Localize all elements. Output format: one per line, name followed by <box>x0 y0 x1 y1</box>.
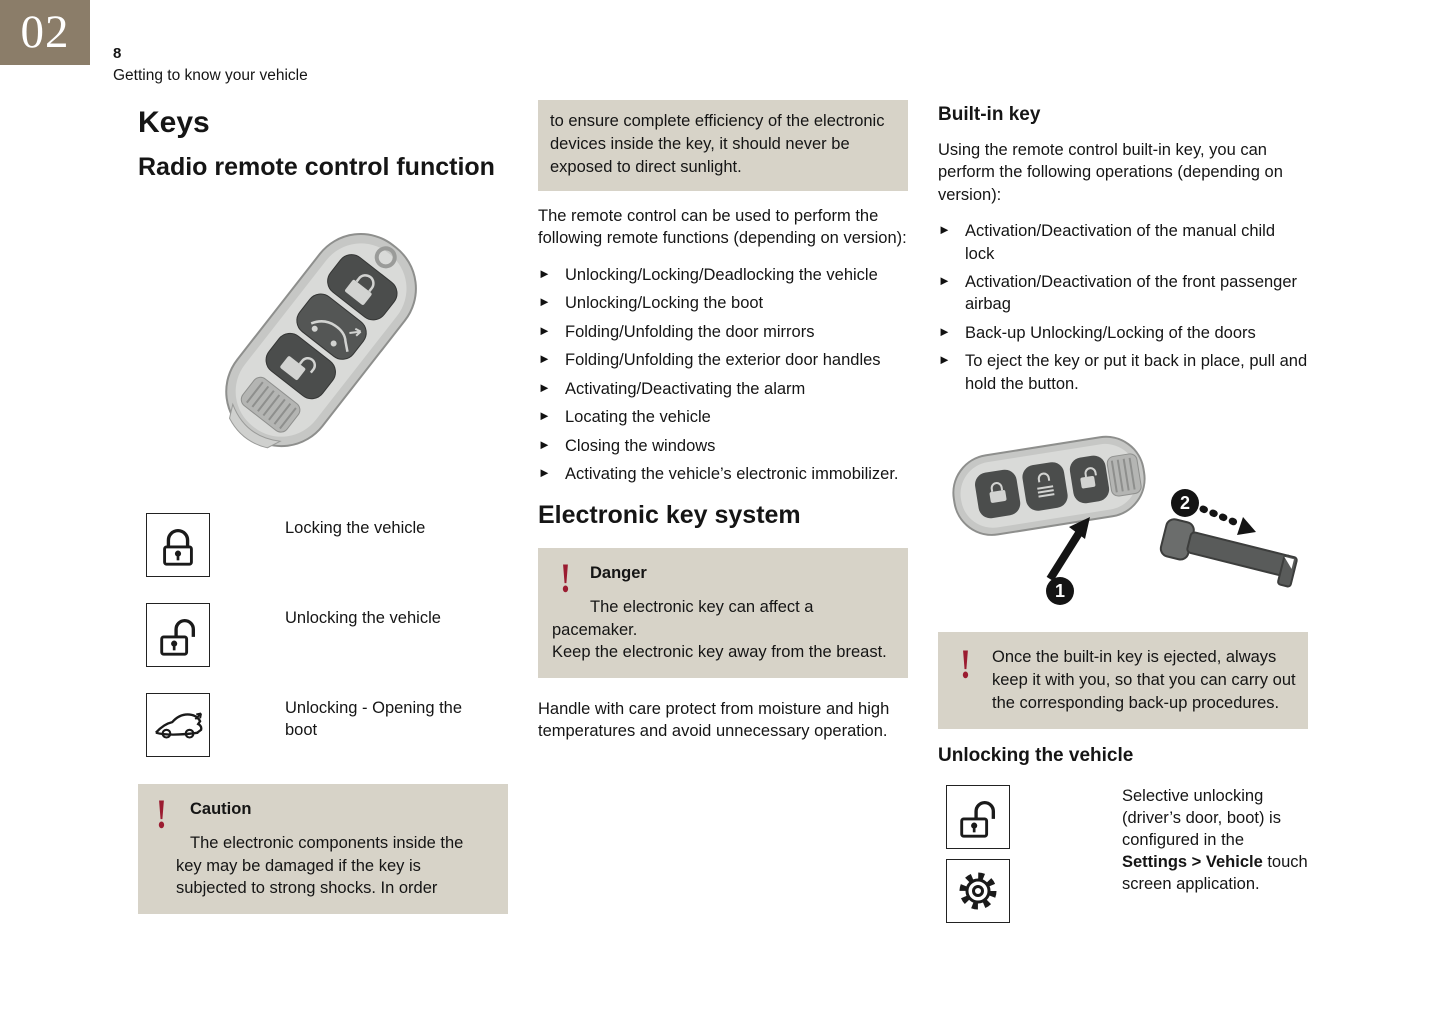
list-item <box>538 349 908 371</box>
list-item-text: Activation/Deactivation of the manual child lock <box>965 222 1276 263</box>
list-item <box>538 264 908 286</box>
list-item-text: To eject the key or put it back in place, pull and hold the button. <box>965 352 1308 393</box>
page-number: 8 <box>113 45 122 62</box>
list-item-text: Activation/Deactivation of the front passenger airbag <box>965 272 1298 314</box>
lock-open-icon <box>146 603 210 667</box>
unlocking-vehicle-heading: Unlocking the vehicle <box>938 744 1134 766</box>
legend-row-lock <box>138 513 508 577</box>
badge-1: 1 <box>1054 581 1066 602</box>
car-boot-icon <box>146 693 210 757</box>
handling-note: Handle with care protect from moisture and high temperatures and avoid unnecessary operation. <box>538 699 890 741</box>
right-column <box>938 100 1308 923</box>
exclamation-icon: ! <box>156 792 167 838</box>
built-in-key-note-box <box>938 632 1308 729</box>
list-item <box>538 463 908 485</box>
built-in-key-list <box>938 220 1308 395</box>
selective-text-part1: Selective unlocking (driver’s door, boot) is configured in the <box>1122 787 1281 850</box>
bullet-icon: ► <box>938 222 951 238</box>
list-item-text: Back-up Unlocking/Locking of the doors <box>965 323 1256 342</box>
bullet-icon: ► <box>538 265 551 281</box>
selective-unlocking-text <box>1122 785 1308 923</box>
legend-label: Unlocking the vehicle <box>285 608 441 627</box>
list-item-text: Activating/Deactivating the alarm <box>565 379 806 398</box>
bullet-icon: ► <box>538 294 551 310</box>
exclamation-icon: ! <box>960 641 971 687</box>
lock-open-icon <box>946 785 1010 849</box>
built-in-key-intro: Using the remote control built-in key, you can perform the following operations (depending on version): <box>938 140 1283 204</box>
section-title: Getting to know your vehicle <box>113 67 308 84</box>
remote-functions-intro: The remote control can be used to perform the following remote functions (depending on version): <box>538 207 907 248</box>
key-eject-figure <box>938 411 1308 615</box>
bullet-icon: ► <box>538 322 551 338</box>
bullet-icon: ► <box>538 408 551 424</box>
selective-unlocking-block <box>938 785 1308 923</box>
bullet-icon: ► <box>938 272 951 288</box>
bullet-icon: ► <box>538 464 551 480</box>
list-item <box>538 321 908 343</box>
danger-text-1: The electronic key can affect a pacemaker. <box>552 598 814 639</box>
selective-icons <box>946 785 1010 923</box>
list-item-text: Closing the windows <box>565 436 716 455</box>
caution-continuation-box: to ensure complete efficiency of the electronic devices inside the key, it should never be exposed to direct sunlight. <box>538 100 908 191</box>
badge-2: 2 <box>1179 493 1191 514</box>
list-item-text: Folding/Unfolding the door mirrors <box>565 322 815 341</box>
legend-label: Locking the vehicle <box>285 518 426 537</box>
danger-box <box>538 548 908 678</box>
electronic-key-heading: Electronic key system <box>538 501 801 530</box>
middle-column <box>538 100 908 757</box>
list-item <box>538 406 908 428</box>
caution-title: Caution <box>190 799 252 818</box>
list-item-text: Unlocking/Locking/Deadlocking the vehicle <box>565 265 878 284</box>
selective-text-part2: touch screen application. <box>1122 853 1308 894</box>
legend-label: Unlocking - Opening the boot <box>285 698 463 740</box>
key-eject-diagram <box>938 411 1308 609</box>
settings-gear-icon <box>946 859 1010 923</box>
legend-row-unlock <box>138 603 508 667</box>
list-item <box>938 220 1308 265</box>
list-item-text: Folding/Unfolding the exterior door handles <box>565 351 881 370</box>
danger-text-2: Keep the electronic key away from the breast. <box>552 643 887 662</box>
list-item <box>538 292 908 314</box>
list-item <box>938 350 1308 395</box>
remote-key-photo <box>138 194 498 479</box>
lock-closed-icon <box>146 513 210 577</box>
caution-box <box>138 784 508 914</box>
bullet-icon: ► <box>938 323 951 339</box>
remote-functions-list <box>538 264 908 486</box>
bullet-icon: ► <box>538 351 551 367</box>
legend-row-boot <box>138 693 508 757</box>
remote-key-figure <box>138 194 508 485</box>
remote-function-subtitle: Radio remote control function <box>138 153 495 181</box>
bullet-icon: ► <box>538 379 551 395</box>
bullet-icon: ► <box>938 352 951 368</box>
list-item <box>938 271 1308 316</box>
built-in-key-note: Once the built-in key is ejected, always keep it with you, so that you can carry out the corresponding back-up procedures. <box>992 647 1296 712</box>
danger-title: Danger <box>590 563 647 582</box>
chapter-number: 02 <box>20 5 70 58</box>
keys-title: Keys <box>138 106 210 139</box>
chapter-number-box <box>0 0 90 65</box>
left-column <box>138 100 508 914</box>
bullet-icon: ► <box>538 436 551 452</box>
list-item-text: Unlocking/Locking the boot <box>565 294 764 313</box>
list-item <box>538 378 908 400</box>
caution-text: The electronic components inside the key may be damaged if the key is subjected to strong shocks. In order <box>176 834 464 898</box>
built-in-key-heading: Built-in key <box>938 104 1041 125</box>
exclamation-icon: ! <box>560 556 571 602</box>
list-item-text: Activating the vehicle’s electronic immobilizer. <box>565 464 899 483</box>
list-item <box>938 322 1308 344</box>
list-item-text: Locating the vehicle <box>565 408 711 427</box>
list-item <box>538 435 908 457</box>
selective-text-bold: Settings > Vehicle <box>1122 853 1263 872</box>
